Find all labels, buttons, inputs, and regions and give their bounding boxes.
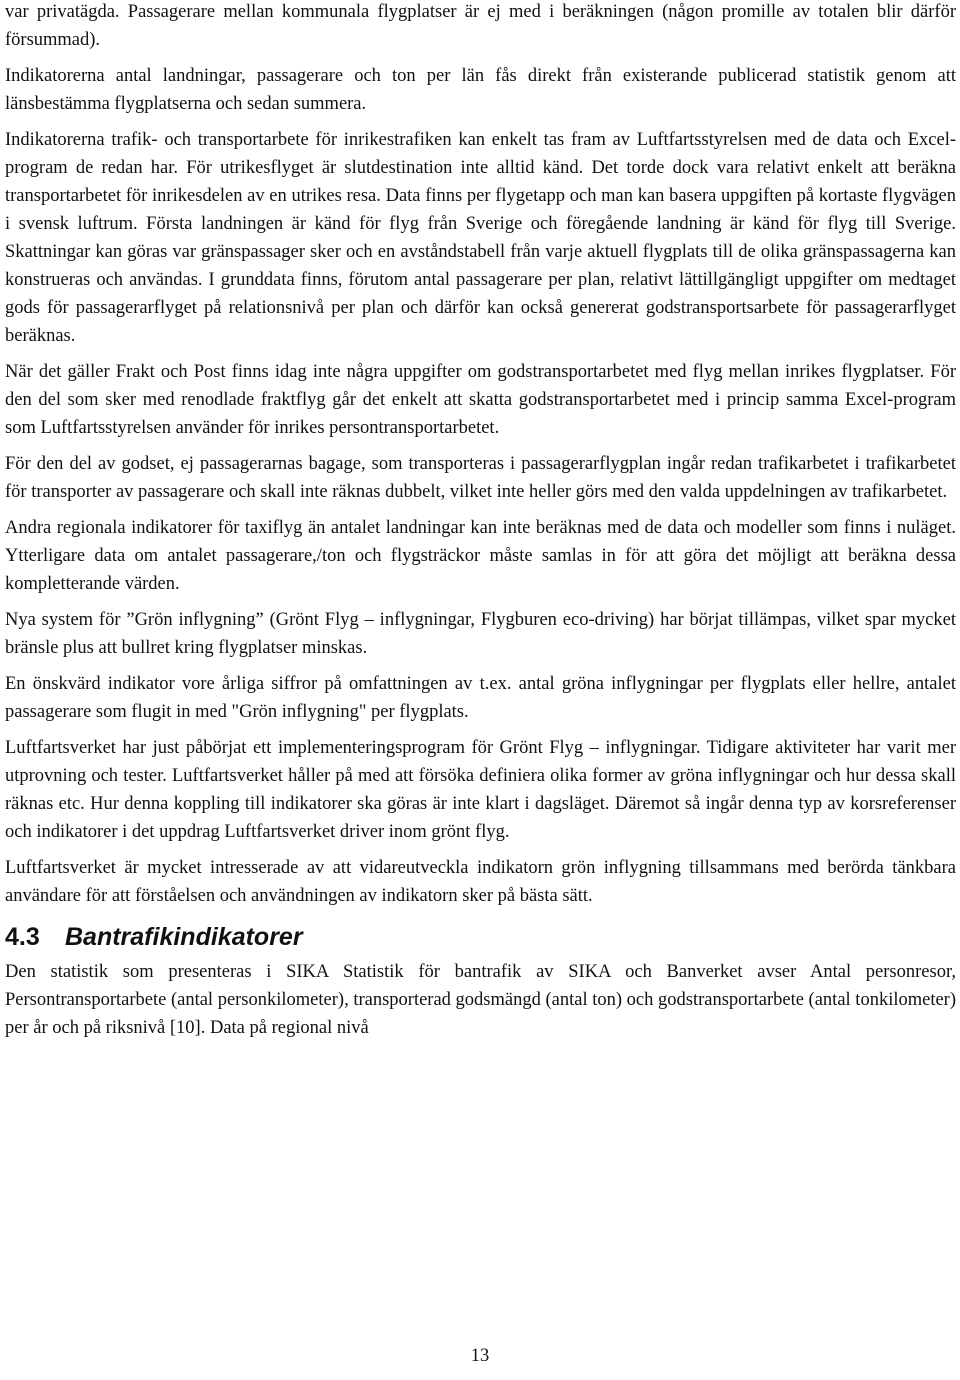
section-title: Bantrafikindikatorer (65, 923, 303, 951)
paragraph-4: När det gäller Frakt och Post finns idag inte några uppgifter om godstransportarbetet med flyg mellan inrikes flygplatser. För den del som sker med renodlade fraktflyg går det enkelt att skatta godstransportarbetet med i princip samma Excel-program som Luftfartsstyrelsen använder för inrikes persontransportarbetet. (5, 362, 956, 438)
section-paragraph: Den statistik som presenteras i SIKA Statistik för bantrafik av SIKA och Banverket avser Antal personresor, Persontransportarbete (antal personkilometer), transporterad godsmängd (antal ton) och godstransportarbete (antal tonkilometer) per år och på riksnivå [10]. Data på regional nivå (5, 962, 956, 1038)
paragraph-3: Indikatorerna trafik- och transportarbete för inrikestrafiken kan enkelt tas fram av Luftfartsstyrelsen med de data och Excel-program de redan har. För utrikesflyget är slutdestination inte alltid känd. Det torde dock vara relativt enkelt att beräkna transportarbetet för inrikesdelen av en utrikes resa. Data finns per flygetapp och man kan basera uppgiften på kortaste flygvägen i svensk luftrum. Första landningen är känd för flyg från Sverige och föregående landning är känd för flyg till Sverige. Skattningar kan göras var gränspassager sker och en avståndstabell från varje aktuell flygplats till de olika gränspassagerna kan konstrueras och användas. I grunddata finns, förutom antal passagerare per plan, relativt lättillgängligt uppgifter om medtaget gods för passagerarflyget på relationsnivå per plan och därför kan också genererat godstransportsarbete för passagerarflyget beräknas. (5, 130, 956, 346)
section-heading (5, 922, 956, 952)
paragraph-9: Luftfartsverket har just påbörjat ett implementeringsprogram för Grönt Flyg – inflygningar. Tidigare aktiviteter har varit mer utprovning och tester. Luftfartsverket håller på med att försöka definiera olika former av gröna inflygningar och hur dessa skall räknas etc. Hur denna koppling till indikatorer ska göras är inte klart i dagsläget. Däremot så ingår denna typ av korsreferenser och indikatorer i det uppdrag Luftfartsverket driver inom grönt flyg. (5, 738, 956, 842)
section-number: 4.3 (5, 923, 40, 951)
paragraph-8: En önskvärd indikator vore årliga siffror på omfattningen av t.ex. antal gröna inflygningar per flygplats eller hellre, antalet passagerare som flugit in med "Grön inflygning" per flygplats. (5, 674, 956, 722)
paragraph-2: Indikatorerna antal landningar, passagerare och ton per län fås direkt från existerande publicerad statistik genom att länsbestämma flygplatserna och sedan summera. (5, 66, 956, 114)
paragraph-6: Andra regionala indikatorer för taxiflyg än antalet landningar kan inte beräknas med de data och modeller som finns i nuläget. Ytterligare data om antalet passagerare,/ton och flygsträckor måste samlas in för att göra det möjligt att beräkna dessa kompletterande värden. (5, 518, 956, 594)
paragraph-1: var privatägda. Passagerare mellan kommunala flygplatser är ej med i beräkningen (någon promille av totalen blir därför försummad). (5, 2, 956, 50)
paragraph-7: Nya system för ”Grön inflygning” (Grönt Flyg – inflygningar, Flygburen eco-driving) har börjat tillämpas, vilket spar mycket bränsle plus att bullret kring flygplatser minskas. (5, 610, 956, 658)
page-number: 13 (470, 1346, 490, 1366)
paragraph-5: För den del av godset, ej passagerarnas bagage, som transporteras i passagerarflygplan ingår redan trafikarbetet i trafikarbetet för transporter av passagerare och skall inte räknas dubbelt, vilket inte heller görs med den valda uppdelningen av trafikarbetet. (5, 454, 956, 502)
paragraph-10: Luftfartsverket är mycket intresserade av att vidareutveckla indikatorn grön inflygning tillsammans med berörda tänkbara användare för att förståelsen och användningen av indikatorn sker på bästa sätt. (5, 858, 956, 906)
